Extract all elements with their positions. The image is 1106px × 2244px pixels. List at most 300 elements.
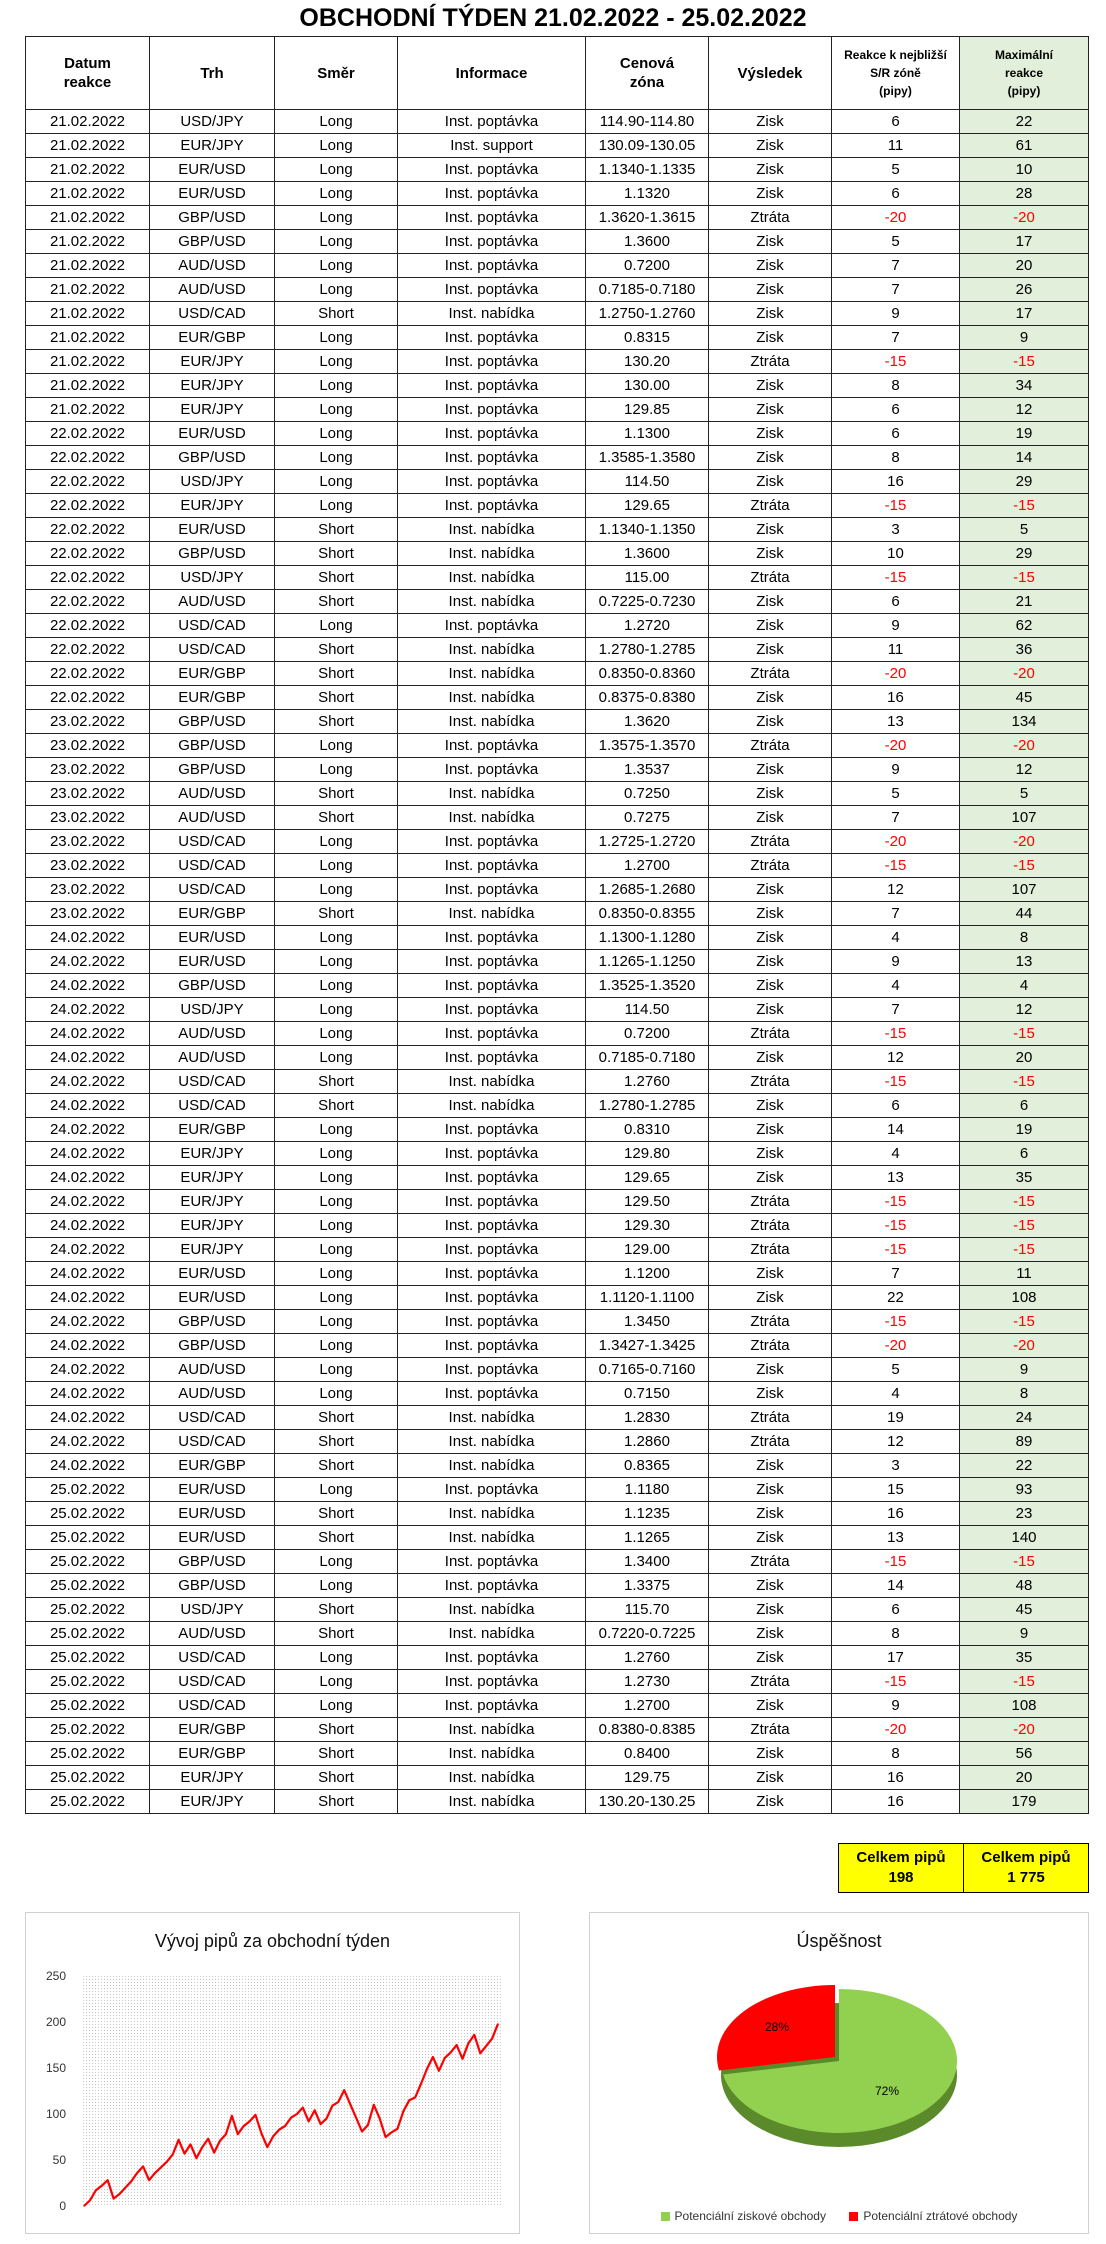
cell-max-reaction: 17 [960,302,1089,326]
cell-direction: Long [275,1574,398,1598]
cell-pair: USD/CAD [150,1406,275,1430]
cell-info: Inst. nabídka [398,1526,586,1550]
cell-result: Ztráta [709,1334,832,1358]
cell-date: 21.02.2022 [26,206,150,230]
cell-reaction: 6 [832,398,960,422]
cell-direction: Long [275,1550,398,1574]
cell-direction: Short [275,1430,398,1454]
pips-series-point [166,2161,167,2162]
cell-max-reaction: 12 [960,758,1089,782]
table-row [26,950,1089,974]
cell-result: Ztráta [709,1214,832,1238]
table-row [26,854,1089,878]
cell-info: Inst. poptávka [398,1670,586,1694]
cell-direction: Long [275,1022,398,1046]
table-row [26,1046,1089,1070]
pips-series-point [95,2190,96,2191]
cell-direction: Short [275,1502,398,1526]
cell-date: 23.02.2022 [26,782,150,806]
cell-info: Inst. nabídka [398,542,586,566]
cell-pair: EUR/USD [150,1286,275,1310]
cell-result: Zisk [709,1166,832,1190]
cell-zone: 0.7275 [586,806,709,830]
cell-direction: Long [275,134,398,158]
pips-series-point [279,2129,280,2130]
cell-date: 24.02.2022 [26,1310,150,1334]
cell-max-reaction: 22 [960,110,1089,134]
pips-series-point [255,2114,256,2115]
cell-info: Inst. poptávka [398,254,586,278]
pips-series-point [486,2045,487,2046]
cell-reaction: 6 [832,1598,960,1622]
cell-direction: Long [275,494,398,518]
pips-series-point [107,2180,108,2181]
cell-result: Zisk [709,878,832,902]
cell-pair: EUR/GBP [150,1742,275,1766]
cell-reaction: 5 [832,1358,960,1382]
cell-reaction: -15 [832,566,960,590]
table-row [26,1694,1089,1718]
cell-pair: GBP/USD [150,1310,275,1334]
cell-pair: EUR/JPY [150,1790,275,1814]
pips-series-point [492,2038,493,2039]
cell-pair: EUR/JPY [150,1190,275,1214]
cell-direction: Long [275,182,398,206]
cell-direction: Long [275,278,398,302]
cell-zone: 1.1200 [586,1262,709,1286]
cell-date: 23.02.2022 [26,830,150,854]
cell-pair: AUD/USD [150,278,275,302]
cell-zone: 1.1320 [586,182,709,206]
cell-zone: 1.3600 [586,230,709,254]
cell-result: Zisk [709,1382,832,1406]
cell-pair: USD/CAD [150,638,275,662]
cell-pair: USD/CAD [150,1430,275,1454]
cell-result: Zisk [709,710,832,734]
table-row [26,326,1089,350]
cell-zone: 115.70 [586,1598,709,1622]
cell-direction: Long [275,398,398,422]
pips-series-point [356,2117,357,2118]
cell-reaction: 4 [832,974,960,998]
cell-info: Inst. poptávka [398,1694,586,1718]
cell-pair: AUD/USD [150,1358,275,1382]
cell-max-reaction: 35 [960,1166,1089,1190]
cell-date: 24.02.2022 [26,1046,150,1070]
cell-result: Zisk [709,1094,832,1118]
cell-pair: EUR/USD [150,1478,275,1502]
cell-zone: 1.2780-1.2785 [586,1094,709,1118]
cell-zone: 1.2700 [586,854,709,878]
table-row [26,110,1089,134]
table-row [26,518,1089,542]
cell-zone: 1.1340-1.1350 [586,518,709,542]
cell-info: Inst. nabídka [398,686,586,710]
cell-pair: USD/JPY [150,470,275,494]
cell-max-reaction: -15 [960,1238,1089,1262]
header-row [26,37,1089,110]
table-row [26,1166,1089,1190]
cell-date: 21.02.2022 [26,158,150,182]
pips-series-point [338,2101,339,2102]
cell-max-reaction: 21 [960,590,1089,614]
table-row [26,1238,1089,1262]
cell-zone: 130.09-130.05 [586,134,709,158]
cell-result: Zisk [709,1454,832,1478]
cell-result: Zisk [709,806,832,830]
cell-date: 24.02.2022 [26,926,150,950]
cell-pair: USD/CAD [150,302,275,326]
cell-max-reaction: 179 [960,1790,1089,1814]
cell-reaction: 7 [832,806,960,830]
cell-info: Inst. poptávka [398,926,586,950]
cell-date: 21.02.2022 [26,350,150,374]
cell-pair: AUD/USD [150,782,275,806]
pie-label-win: 72% [874,2084,900,2098]
cell-pair: GBP/USD [150,206,275,230]
table-row [26,1766,1089,1790]
cell-direction: Long [275,878,398,902]
cell-zone: 1.1340-1.1335 [586,158,709,182]
cell-date: 24.02.2022 [26,1070,150,1094]
table-row [26,398,1089,422]
table-row [26,686,1089,710]
cell-direction: Long [275,1334,398,1358]
cell-max-reaction: 29 [960,542,1089,566]
cell-zone: 129.30 [586,1214,709,1238]
cell-result: Zisk [709,782,832,806]
cell-date: 24.02.2022 [26,1382,150,1406]
cell-date: 22.02.2022 [26,638,150,662]
cell-max-reaction: 107 [960,806,1089,830]
cell-pair: USD/CAD [150,1646,275,1670]
cell-reaction: 5 [832,158,960,182]
pips-series-point [373,2104,374,2105]
cell-info: Inst. nabídka [398,1406,586,1430]
cell-zone: 129.65 [586,494,709,518]
table-row [26,1406,1089,1430]
cell-zone: 1.1300-1.1280 [586,926,709,950]
cell-reaction: 7 [832,902,960,926]
cell-info: Inst. nabídka [398,518,586,542]
cell-info: Inst. nabídka [398,566,586,590]
cell-direction: Long [275,1238,398,1262]
page-title: OBCHODNÍ TÝDEN 21.02.2022 - 25.02.2022 [299,4,807,32]
pips-series-point [332,2105,333,2106]
cell-info: Inst. poptávka [398,470,586,494]
cell-date: 22.02.2022 [26,662,150,686]
cell-zone: 1.2725-1.2720 [586,830,709,854]
cell-direction: Long [275,1118,398,1142]
pips-series-point [426,2068,427,2069]
cell-reaction: 9 [832,950,960,974]
cell-pair: EUR/JPY [150,1238,275,1262]
table-row [26,734,1089,758]
cell-reaction: 9 [832,1694,960,1718]
cell-max-reaction: 6 [960,1094,1089,1118]
pips-series-point [462,2058,463,2059]
cell-date: 24.02.2022 [26,1454,150,1478]
cell-date: 24.02.2022 [26,1142,150,1166]
cell-info: Inst. poptávka [398,1214,586,1238]
cell-direction: Short [275,1718,398,1742]
cell-result: Zisk [709,950,832,974]
cell-date: 24.02.2022 [26,1262,150,1286]
cell-direction: Long [275,1214,398,1238]
pips-series-point [190,2144,191,2145]
cell-info: Inst. poptávka [398,1574,586,1598]
cell-zone: 1.1235 [586,1502,709,1526]
pips-series-point [344,2090,345,2091]
cell-result: Ztráta [709,1406,832,1430]
cell-info: Inst. nabídka [398,662,586,686]
cell-result: Ztráta [709,1070,832,1094]
cell-date: 22.02.2022 [26,422,150,446]
header-reaction: Reakce k nejbližší S/R zóně (pipy) [832,37,960,110]
cell-direction: Short [275,542,398,566]
cell-date: 22.02.2022 [26,518,150,542]
header-date: Datum reakce [26,37,150,110]
cell-zone: 130.20-130.25 [586,1790,709,1814]
cell-date: 21.02.2022 [26,134,150,158]
table-row [26,662,1089,686]
cell-max-reaction: 8 [960,1382,1089,1406]
cell-max-reaction: 12 [960,998,1089,1022]
cell-info: Inst. poptávka [398,1142,586,1166]
cell-result: Ztráta [709,1238,832,1262]
cell-info: Inst. nabídka [398,1430,586,1454]
cell-info: Inst. support [398,134,586,158]
cell-reaction: -20 [832,734,960,758]
cell-max-reaction: -20 [960,1718,1089,1742]
cell-info: Inst. poptávka [398,110,586,134]
cell-max-reaction: -15 [960,1670,1089,1694]
cell-max-reaction: 26 [960,278,1089,302]
cell-info: Inst. nabídka [398,1742,586,1766]
cell-reaction: 16 [832,1766,960,1790]
cell-zone: 0.8400 [586,1742,709,1766]
cell-pair: EUR/GBP [150,1454,275,1478]
pips-series-point [397,2128,398,2129]
cell-zone: 1.3600 [586,542,709,566]
pips-series-point [160,2167,161,2168]
cell-info: Inst. poptávka [398,374,586,398]
cell-direction: Long [275,830,398,854]
pie-chart-title: Úspěšnost [796,1931,882,1951]
cell-reaction: 13 [832,710,960,734]
cell-max-reaction: -15 [960,566,1089,590]
cell-reaction: -15 [832,1310,960,1334]
cell-result: Zisk [709,374,832,398]
cell-reaction: -20 [832,662,960,686]
cell-pair: GBP/USD [150,710,275,734]
cell-max-reaction: -15 [960,854,1089,878]
line-chart-title: Vývoj pipů za obchodní týden [154,1931,391,1951]
pips-series-point [409,2100,410,2101]
table-row [26,134,1089,158]
cell-info: Inst. nabídka [398,1766,586,1790]
cell-result: Zisk [709,926,832,950]
cell-info: Inst. poptávka [398,1334,586,1358]
cell-max-reaction: 8 [960,926,1089,950]
table-row [26,1094,1089,1118]
cell-date: 24.02.2022 [26,1286,150,1310]
pips-series-point [444,2057,445,2058]
cell-zone: 1.2730 [586,1670,709,1694]
cell-zone: 115.00 [586,566,709,590]
cell-direction: Long [275,1358,398,1382]
line-chart [26,1913,519,2233]
cell-pair: EUR/USD [150,1526,275,1550]
pips-series-point [131,2181,132,2182]
pips-series-point [149,2180,150,2181]
cell-date: 24.02.2022 [26,1358,150,1382]
cell-reaction: 10 [832,542,960,566]
cell-info: Inst. nabídka [398,782,586,806]
pips-series-point [350,2103,351,2104]
cell-reaction: 12 [832,878,960,902]
cell-zone: 114.90-114.80 [586,110,709,134]
cell-pair: GBP/USD [150,1334,275,1358]
cell-pair: EUR/USD [150,158,275,182]
cell-reaction: -15 [832,1070,960,1094]
table-row [26,230,1089,254]
cell-reaction: 15 [832,1478,960,1502]
cell-direction: Short [275,782,398,806]
cell-info: Inst. poptávka [398,1310,586,1334]
cell-pair: AUD/USD [150,1022,275,1046]
legend-item-win: Potenciální ziskové obchody [661,2209,826,2223]
cell-max-reaction: 20 [960,254,1089,278]
cell-info: Inst. poptávka [398,854,586,878]
cell-direction: Short [275,1622,398,1646]
cell-reaction: 8 [832,1622,960,1646]
cell-max-reaction: -20 [960,206,1089,230]
table-row [26,1358,1089,1382]
pips-series-point [456,2044,457,2045]
cell-direction: Short [275,518,398,542]
cell-max-reaction: 29 [960,470,1089,494]
cell-date: 25.02.2022 [26,1742,150,1766]
cell-direction: Short [275,1094,398,1118]
cell-pair: EUR/GBP [150,686,275,710]
cell-date: 25.02.2022 [26,1790,150,1814]
cell-direction: Long [275,1694,398,1718]
cell-max-reaction: 13 [960,950,1089,974]
cell-zone: 1.1180 [586,1478,709,1502]
cell-direction: Long [275,206,398,230]
cell-zone: 1.3620-1.3615 [586,206,709,230]
cell-result: Zisk [709,1262,832,1286]
cell-direction: Long [275,446,398,470]
cell-pair: EUR/GBP [150,1718,275,1742]
cell-max-reaction: 24 [960,1406,1089,1430]
table-row [26,1646,1089,1670]
cell-direction: Short [275,686,398,710]
cell-info: Inst. poptávka [398,422,586,446]
cell-zone: 1.1300 [586,422,709,446]
table-row [26,590,1089,614]
cell-info: Inst. poptávka [398,830,586,854]
cell-pair: EUR/JPY [150,1214,275,1238]
cell-reaction: -20 [832,1718,960,1742]
cell-direction: Long [275,1190,398,1214]
cell-zone: 0.8315 [586,326,709,350]
table-row [26,470,1089,494]
cell-direction: Short [275,302,398,326]
pips-series-point [231,2115,232,2116]
cell-zone: 0.7250 [586,782,709,806]
cell-result: Ztráta [709,662,832,686]
cell-info: Inst. poptávka [398,1358,586,1382]
cell-date: 23.02.2022 [26,758,150,782]
pips-series-point [320,2124,321,2125]
cell-result: Zisk [709,398,832,422]
pie-chart [590,1913,1088,2233]
cell-result: Zisk [709,1478,832,1502]
cell-info: Inst. poptávka [398,446,586,470]
cell-max-reaction: -15 [960,1214,1089,1238]
cell-reaction: 7 [832,254,960,278]
table-row [26,1502,1089,1526]
cell-pair: AUD/USD [150,1046,275,1070]
table-row [26,1526,1089,1550]
cell-info: Inst. nabídka [398,1070,586,1094]
cell-zone: 0.7200 [586,1022,709,1046]
cell-direction: Long [275,974,398,998]
cell-max-reaction: 61 [960,134,1089,158]
table-row [26,1334,1089,1358]
pips-series-point [196,2158,197,2159]
pips-series-point [214,2152,215,2153]
cell-max-reaction: 45 [960,686,1089,710]
pips-series-point [415,2097,416,2098]
cell-max-reaction: -15 [960,1190,1089,1214]
cell-max-reaction: -15 [960,1550,1089,1574]
cell-max-reaction: 9 [960,1622,1089,1646]
cell-result: Ztráta [709,1670,832,1694]
cell-max-reaction: -15 [960,350,1089,374]
cell-direction: Long [275,1310,398,1334]
table-row [26,1790,1089,1814]
pips-series-point [178,2139,179,2140]
cell-info: Inst. nabídka [398,1622,586,1646]
table-row [26,350,1089,374]
cell-zone: 0.8365 [586,1454,709,1478]
pips-series-point [83,2205,84,2206]
cell-pair: EUR/JPY [150,398,275,422]
cell-max-reaction: 17 [960,230,1089,254]
cell-info: Inst. nabídka [398,1454,586,1478]
cell-zone: 1.2685-1.2680 [586,878,709,902]
cell-zone: 0.8310 [586,1118,709,1142]
cell-info: Inst. poptávka [398,1382,586,1406]
y-tick-label: 150 [45,2061,66,2075]
cell-result: Zisk [709,1502,832,1526]
cell-date: 22.02.2022 [26,494,150,518]
cell-date: 24.02.2022 [26,950,150,974]
pips-series-point [202,2147,203,2148]
cell-date: 24.02.2022 [26,1022,150,1046]
cell-date: 23.02.2022 [26,806,150,830]
cell-result: Zisk [709,518,832,542]
cell-zone: 0.7165-0.7160 [586,1358,709,1382]
cell-pair: USD/JPY [150,998,275,1022]
cell-reaction: 11 [832,134,960,158]
table-row [26,278,1089,302]
pips-series-point [89,2200,90,2201]
cell-pair: GBP/USD [150,230,275,254]
